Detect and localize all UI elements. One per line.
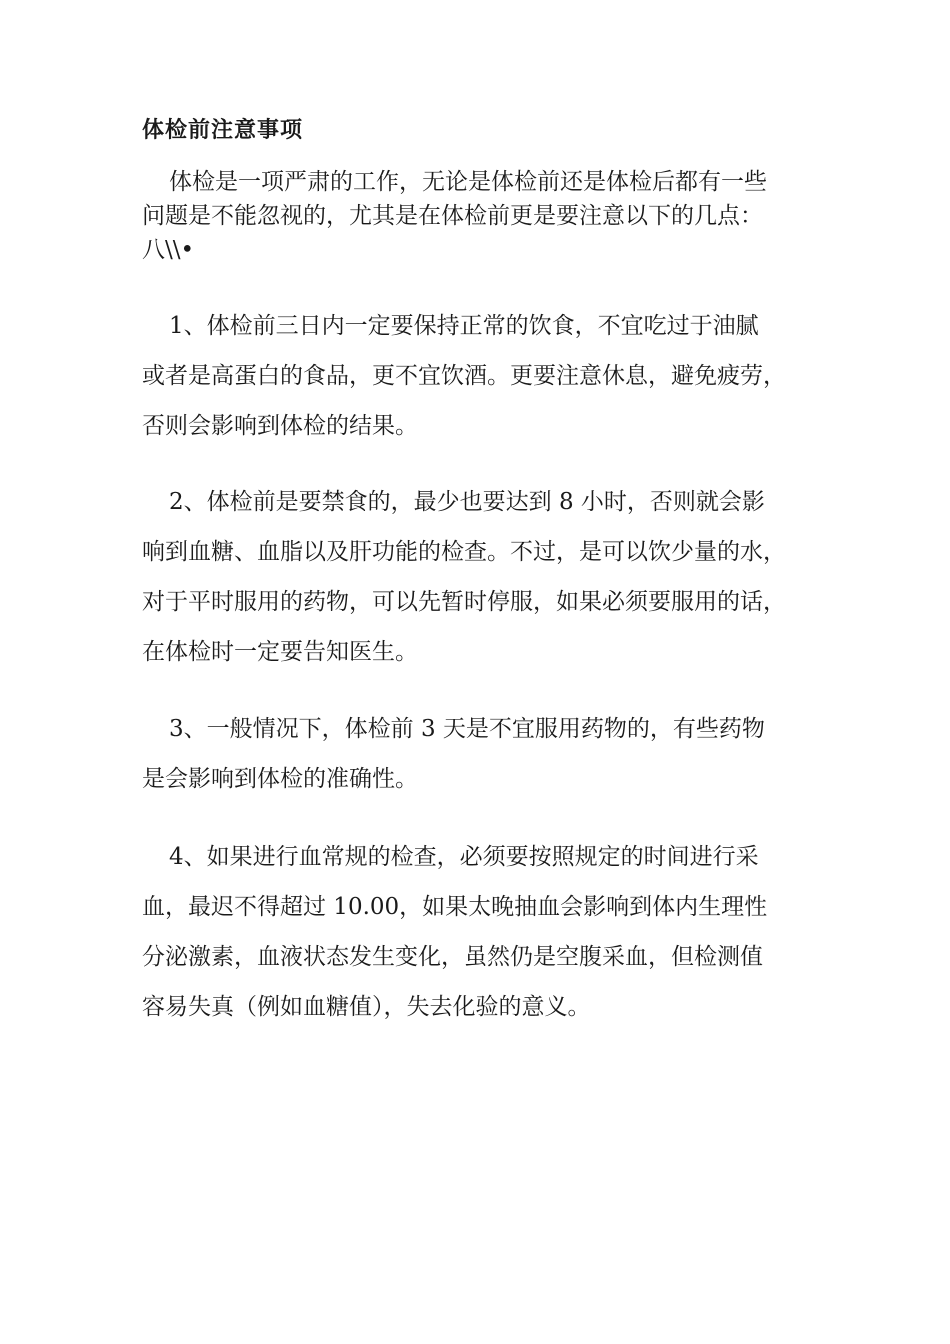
- list-item-line: 是会影响到体检的准确性。: [142, 766, 418, 792]
- list-item-line: 对于平时服用的药物，可以先暂时停服，如果必须要服用的话，: [142, 589, 786, 615]
- list-item-line: 在体检时一定要告知医生。: [142, 639, 418, 665]
- list-item-line: 2、体检前是要禁食的，最少也要达到 8 小时，否则就会影: [169, 489, 765, 515]
- list-item-line: 1、体检前三日内一定要保持正常的饮食，不宜吃过于油腻: [169, 313, 759, 339]
- list-item-line: 3、一般情况下，体检前 3 天是不宜服用药物的，有些药物: [169, 716, 765, 742]
- list-item-1: [142, 301, 822, 451]
- list-item-line: 分泌激素，血液状态发生变化，虽然仍是空腹采血，但检测值: [142, 944, 763, 970]
- list-item-line: 否则会影响到体检的结果。: [142, 413, 418, 439]
- list-item-line: 容易失真（例如血糖值），失去化验的意义。: [142, 994, 591, 1020]
- list-item-4: [142, 832, 822, 1032]
- list-item-line: 响到血糖、血脂以及肝功能的检查。不过，是可以饮少量的水，: [142, 539, 786, 565]
- intro-line-1: 体检是一项严肃的工作，无论是体检前还是体检后都有一些: [169, 169, 767, 195]
- list-item-3: [142, 704, 822, 804]
- list-item-line: 血，最迟不得超过 10.00，如果太晚抽血会影响到体内生理性: [142, 894, 768, 920]
- list-item-line: 或者是高蛋白的食品，更不宜饮酒。更要注意休息，避免疲劳，: [142, 363, 786, 389]
- intro-line-2: 问题是不能忽视的，尤其是在体检前更是要注意以下的几点：: [142, 203, 763, 229]
- intro-paragraph: [142, 165, 822, 267]
- page-title: 体检前注意事项: [142, 117, 304, 143]
- list-item-2: [142, 477, 822, 677]
- intro-line-3: 八\\•: [142, 237, 195, 263]
- list-item-line: 4、如果进行血常规的检查，必须要按照规定的时间进行采: [169, 844, 759, 870]
